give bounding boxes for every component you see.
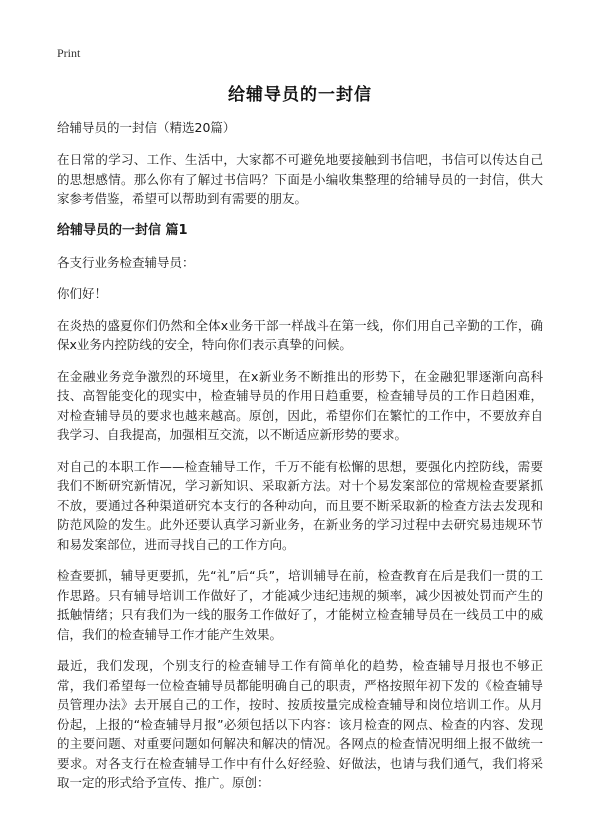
page-title: 给辅导员的一封信 bbox=[228, 85, 372, 105]
article-subtitle: 给辅导员的一封信（精选20篇） bbox=[57, 120, 236, 135]
print-link[interactable]: Print bbox=[57, 46, 81, 60]
body-paragraph: 检查要抓，辅导更要抓，先“礼”后“兵”，培训辅导在前，检查教育在后是我们一贯的工作思路。只有辅导培训工作做好了，才能减少违纪违规的频率，减少因被处罚而产生的抵触情绪；只有我们为一线的服务工作做好了，才能树立检查辅导员在一线员工中的威信，我们的检查辅导工作才能产生效果。 bbox=[57, 568, 543, 642]
body-paragraph: 对自己的本职工作——检查辅导工作，千万不能有松懈的思想，要强化内控防线，需要我们不断研究新情况，学习新知识、采取新方法。对十个易发案部位的常规检查要紧抓不放，要通过各种渠道研究本支行的各种动向，而且要不断采取新的检查方法去发现和防范风险的发生。此外还要认真学习新业务，在新业务的学习过程中去研究易违规环节和易发案部位，进而寻找自己的工作方向。 bbox=[57, 458, 543, 552]
body-paragraph: 在金融业务竞争激烈的环境里，在x新业务不断推出的形势下，在金融犯罪逐渐向高科技、高智能变化的现实中，检查辅导员的作用日趋重要，检查辅导员的工作日趋困难，对检查辅导员的要求也越来越高。原创，因此，希望你们在繁忙的工作中，不要放弃自我学习、自我提高，加强相互交流，以不断适应新形势的要求。 bbox=[57, 368, 543, 442]
salutation: 各支行业务检查辅导员： bbox=[57, 254, 195, 270]
body-paragraph: 在炎热的盛夏你们仍然和全体x业务干部一样战斗在第一线，你们用自己辛勤的工作，确保x业务内控防线的安全，特向你们表示真挚的问候。 bbox=[57, 317, 543, 352]
intro-paragraph: 在日常的学习、工作、生活中，大家都不可避免地要接触到书信吧，书信可以传达自己的思想感情。那么你有了解过书信吗？下面是小编收集整理的给辅导员的一封信，供大家参考借鉴，希望可以帮助到有需要的朋友。 bbox=[57, 152, 543, 206]
body-paragraph: 最近，我们发现，个别支行的检查辅导工作有简单化的趋势，检查辅导月报也不够正常，我们希望每一位检查辅导员都能明确自己的职责，严格按照年初下发的《检查辅导员管理办法》去开展自己的工作，按时、按质按量完成检查辅导和岗位培训工作。从月份起，上报的“检查辅导月报”必须包括以下内容：该月检查的网点、检查的内容、发现的主要问题、对重要问题如何解决和解决的情况。各网点的检查情况明细上报不做统一要求。对各支行在检查辅导工作中有什么好经验、好做法，也请与我们通气，我们将采取一定的形式给予宣传、推广。原创： bbox=[57, 658, 543, 790]
article-body bbox=[57, 118, 543, 805]
section-heading: 给辅导员的一封信 篇1 bbox=[57, 222, 188, 238]
greeting: 你们好！ bbox=[57, 286, 108, 301]
